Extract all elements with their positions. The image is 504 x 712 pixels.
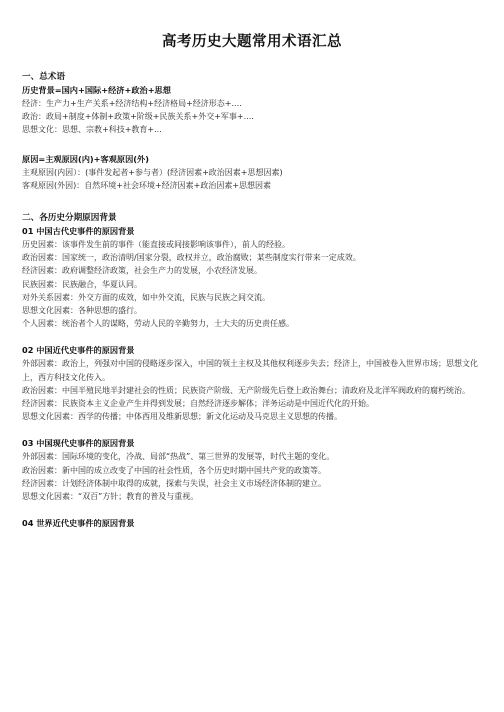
text-line: 政治因素：国家统一，政治清明/国家分裂，政权并立，政治腐败；某些制度实行带来一定成效。	[22, 253, 361, 263]
text-line: 民族因素：民族融合，华夏认同。	[22, 279, 142, 289]
section-contemporary-china	[22, 437, 482, 503]
text-line: 外部因素：国际环境的变化，冷战、局部“热战”、第三世界的发展等，时代主题的变化。	[22, 452, 335, 462]
text-line: 思想文化因素：西学的传播；中体西用及维新思想；新文化运动及马克思主义思想的传播。	[22, 412, 342, 422]
text-line: 思想文化因素：“双百”方针；教育的普及与重视。	[22, 492, 199, 502]
text-line: 客观原因(外因)：自然环境+社会环境+经济因素+政治因素+思想因素	[22, 180, 272, 190]
section-periods	[22, 206, 482, 330]
subheading-causes-formula: 原因=主观原因(内)+客观原因(外)	[22, 153, 149, 164]
text-line: 政治因素：新中国的成立改变了中国的社会性质，各个历史时期中国共产党的政策等。	[22, 465, 326, 475]
section-causes	[22, 147, 482, 192]
text-line: 政治：政局+制度+体制+政策+阶级+民族关系+外交+军事+....	[22, 112, 254, 122]
section-heading: 二、各历史分期原因背景	[22, 213, 117, 224]
subheading-ancient-china: 01 中国古代史事件的原因背景	[22, 226, 135, 237]
text-line: 对外关系因素：外交方面的成效，如中外交流，民族与民族之间交流。	[22, 292, 270, 302]
subheading-background-formula: 历史背景=国内+国际+经济+政治+思想	[22, 85, 171, 95]
text-line: 经济因素：民族资本主义企业产生并得到发展；自然经济逐步解体；洋务运动是中国近代化的开始。	[22, 399, 374, 409]
text-line: 经济因素：政府调整经济政策，社会生产力的发展，小农经济发展。	[22, 266, 262, 276]
subheading-modern-china: 02 中国近代史事件的原因背景	[22, 345, 135, 356]
text-line: 政治因素：中国半殖民地半封建社会的性质；民族资产阶级、无产阶级先后登上政治舞台；清政府及北洋军阀政府的腐朽统治。	[22, 385, 470, 395]
subheading-world-modern: 04 世界近代史事件的原因背景	[22, 518, 135, 529]
text-line: 思想文化：思想、宗教+科技+教育+...	[22, 125, 162, 135]
text-line: 外部因素：政治上，列强对中国的侵略逐步深入，中国的领土主权及其他权利逐步失去；经济上，中国被卷入世界市场；思想文化上，西方科技文化传入。	[22, 359, 478, 382]
document-title: 高考历史大题常用术语汇总	[162, 34, 342, 50]
text-line: 思想文化因素：各种思想的盛行。	[22, 306, 142, 316]
text-line: 个人因素：统治者个人的谋略，劳动人民的辛勤努力，士大夫的历史责任感。	[22, 319, 294, 329]
text-line: 主观原因(内因）：(事件发起者+参与者）(经济因素+政治因素+思想因素)	[22, 167, 283, 177]
section-general-terms	[22, 71, 482, 137]
section-world-modern	[22, 517, 482, 530]
text-line: 历史因素：该事件发生前的事件（能直接或间接影响该事件），前人的经验。	[22, 240, 290, 250]
section-heading: 一、总术语	[22, 72, 65, 82]
section-modern-china	[22, 344, 482, 423]
text-line: 经济因素：计划经济体制中取得的成就，探索与失误，社会主义市场经济体制的建立。	[22, 478, 326, 488]
subheading-contemporary-china: 03 中国现代史事件的原因背景	[22, 438, 135, 449]
text-line: 经济：生产力+生产关系+经济结构+经济格局+经济形态+....	[22, 99, 242, 108]
